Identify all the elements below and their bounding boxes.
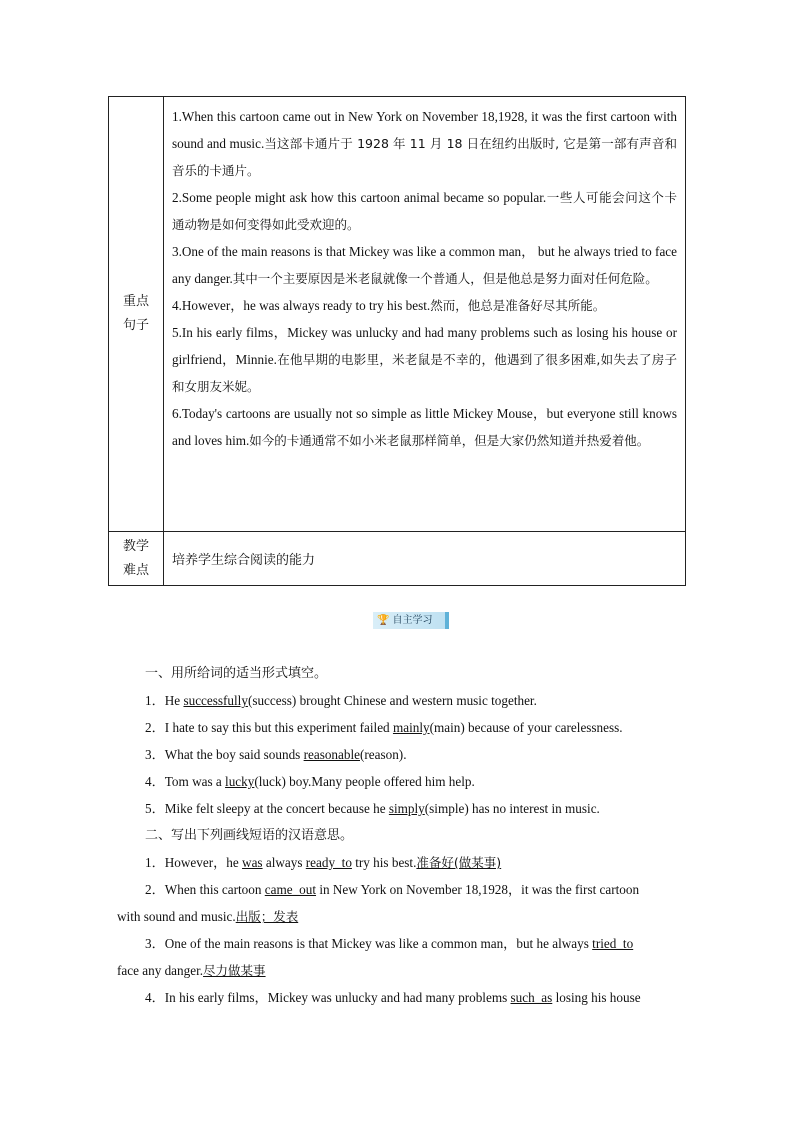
difficulty-label: 教学 难点 [109, 532, 164, 586]
key-sentence: 4.However，he was always ready to try his best.然而，他总是准备好尽其所能。 [172, 298, 606, 313]
exercise-item: 1．However，he was always ready_to try his best.准备好(做某事) [145, 855, 502, 870]
key-sentence: 6.Today's cartoons are usually not so simple as little Mickey Mouse，but everyone still knows and loves him.如今的卡通通常不如小米老鼠那样简单，但是大家仍然知道并热爱着他。 [172, 406, 677, 448]
key-sentence: 3.One of the main reasons is that Mickey was like a common man， but he always tried to face any danger.其中一个主要原因是米老鼠就像一个普通人，但是他总是努力面对任何危险。 [172, 244, 677, 286]
exercise-item: 3．One of the main reasons is that Mickey was like a common man，but he always tried_to [145, 936, 634, 951]
exercise-item: 4．In his early films，Mickey was unlucky and had many problems such_as losing his house [145, 990, 641, 1005]
key-sentences-content [164, 97, 686, 532]
exercise-item: 4．Tom was a lucky(luck) boy.Many people offered him help. [145, 774, 475, 789]
difficulty-text: 培养学生综合阅读的能力 [164, 532, 686, 586]
lesson-table [108, 96, 686, 586]
self-study-badge [373, 612, 449, 629]
key-sentence: 2.Some people might ask how this cartoon animal became so popular.一些人可能会问这个卡通动物是如何变得如此受欢迎的。 [172, 190, 677, 232]
exercise-item-cont: face any danger.尽力做某事 [117, 963, 266, 978]
self-study-label: 自主学习 [392, 615, 433, 626]
key-sentences-label: 重点 句子 [109, 97, 164, 532]
part1-heading: 一、用所给词的适当形式填空。 [145, 666, 328, 681]
exercise-item: 3．What the boy said sounds reasonable(reason). [145, 747, 407, 762]
exercise-item: 1．He successfully(success) brought Chinese and western music together. [145, 693, 537, 708]
exercise-section [117, 660, 687, 1011]
exercise-item: 2．When this cartoon came_out in New York on November 18,1928，it was the first cartoon [145, 882, 640, 897]
exercise-item: 5．Mike felt sleepy at the concert because he simply(simple) has no interest in music. [145, 801, 600, 816]
exercise-item-cont: with sound and music.出版；发表 [117, 909, 299, 924]
part2-heading: 二、写出下列画线短语的汉语意思。 [145, 828, 354, 843]
key-sentence: 5.In his early films，Mickey was unlucky and had many problems such as losing his house or girlfriend，Minnie.在他早期的电影里，米老鼠是不幸的，他遇到了很多困难,如失去了房子和女朋友米妮。 [172, 325, 677, 394]
exercise-item: 2．I hate to say this but this experiment failed mainly(main) because of your carelessness. [145, 720, 623, 735]
key-sentence: 1.When this cartoon came out in New York on November 18,1928, it was the first cartoon with sound and music.当这部卡通片于 1928 年 11 月 18 日在纽约出版时, 它是第一部有声音和音乐的卡通片。 [172, 109, 677, 178]
trophy-icon: 🏆 [377, 615, 390, 626]
